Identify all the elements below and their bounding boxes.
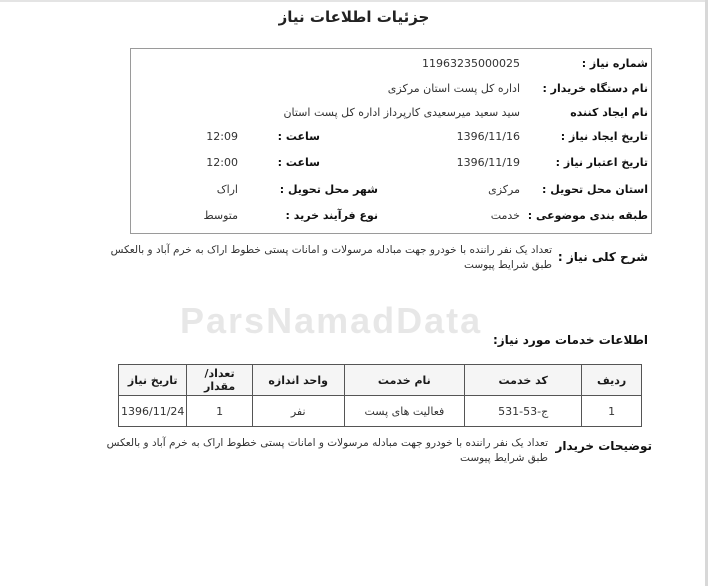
delivery-city-label: شهر محل تحویل : [279,183,378,196]
validity-time-label: ساعت : [277,156,320,169]
validity-date-label: تاریخ اعتبار نیاز : [555,156,648,169]
delivery-province-label: استان محل تحویل : [542,183,648,196]
col-row-number: ردیف [582,365,642,396]
col-service-name: نام خدمت [344,365,465,396]
process-type-value: متوسط [203,209,238,222]
buyer-value: اداره کل پست استان مرکزی [387,82,520,95]
col-quantity: تعداد/ مقدار [187,365,252,396]
cell-need-date: 1396/11/24 [119,396,187,427]
need-number-label: شماره نیاز : [581,57,648,70]
need-number-value: 11963235000025 [422,57,520,70]
summary-label: شرح کلی نیاز : [557,250,648,264]
cell-quantity: 1 [187,396,252,427]
cell-service-code: ج-53-531 [465,396,582,427]
cell-unit: نفر [252,396,344,427]
col-unit: واحد اندازه [252,365,344,396]
category-value: خدمت [490,209,520,222]
delivery-province-value: مرکزی [488,183,520,196]
created-time-value: 12:09 [206,130,238,143]
col-need-date: تاریخ نیاز [119,365,187,396]
page-title: جزئیات اطلاعات نیاز [278,8,430,26]
cell-service-name: فعالیت های پست [344,396,465,427]
table-row [119,396,642,427]
validity-date-value: 1396/11/19 [456,156,520,169]
buyer-notes-text: تعداد یک نفر راننده با خودرو جهت مبادله مرسولات و امانات پستی خطوط اراک به خرم آباد و بالعکس طبق شرایط پیوست [106,437,548,464]
summary-text: تعداد یک نفر راننده با خودرو جهت مبادله مرسولات و امانات پستی خطوط اراک به خرم آباد و بالعکس طبق شرایط پیوست [110,244,552,271]
services-table [118,364,642,427]
creator-label: نام ایجاد کننده [570,106,648,119]
category-label: طبقه بندی موضوعی : [527,209,648,222]
watermark: ParsNamadData [180,300,483,341]
services-table-header [119,365,642,396]
creator-value: سید سعید میرسعیدی کارپرداز اداره کل پست استان [283,106,520,119]
buyer-notes-label: توضیحات خریدار [555,439,652,453]
created-date-value: 1396/11/16 [456,130,520,143]
col-service-code: کد خدمت [465,365,582,396]
created-time-label: ساعت : [277,130,320,143]
delivery-city-value: اراک [216,183,238,196]
cell-row-number: 1 [582,396,642,427]
process-type-label: نوع فرآیند خرید : [285,209,378,222]
created-date-label: تاریخ ایجاد نیاز : [560,130,648,143]
services-section-title: اطلاعات خدمات مورد نیاز: [492,333,648,347]
buyer-label: نام دستگاه خریدار : [542,82,648,95]
frame-top-edge [0,0,708,2]
validity-time-value: 12:00 [206,156,238,169]
